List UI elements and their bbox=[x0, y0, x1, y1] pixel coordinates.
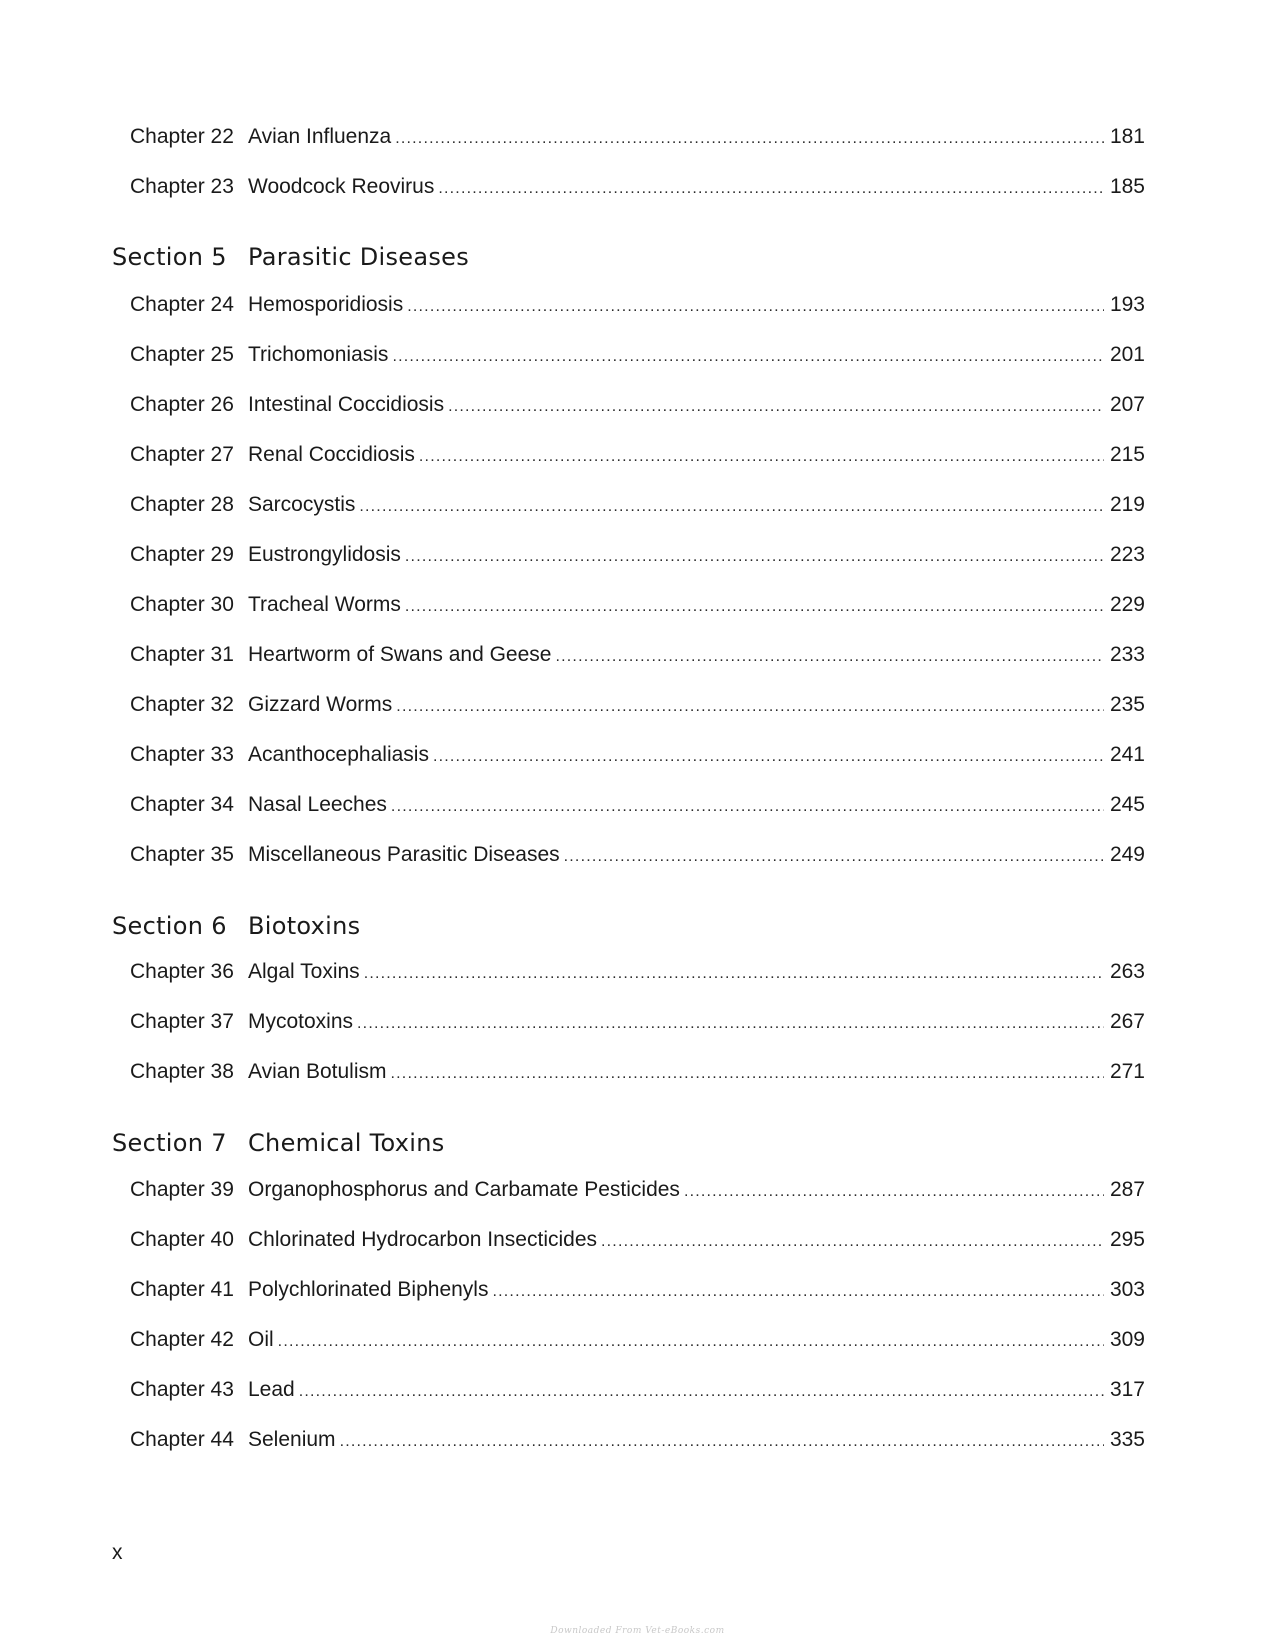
chapter-page-number: 207 bbox=[1109, 393, 1145, 416]
dot-leader bbox=[340, 1427, 1104, 1457]
dot-leader bbox=[357, 1009, 1104, 1039]
toc-entry-chapter-43[interactable] bbox=[130, 1375, 1145, 1405]
chapter-label: Chapter 28 bbox=[130, 493, 234, 516]
chapter-label: Chapter 35 bbox=[130, 843, 234, 866]
chapter-title: Avian Botulism bbox=[248, 1060, 387, 1083]
chapter-page-number: 335 bbox=[1109, 1428, 1145, 1451]
toc-entry-chapter-22[interactable] bbox=[130, 122, 1145, 152]
section-heading-7[interactable] bbox=[112, 1125, 445, 1161]
chapter-label: Chapter 25 bbox=[130, 343, 234, 366]
chapter-title: Selenium bbox=[248, 1428, 336, 1451]
chapter-label: Chapter 43 bbox=[130, 1378, 234, 1401]
dot-leader bbox=[438, 174, 1104, 204]
dot-leader bbox=[448, 392, 1104, 422]
chapter-page-number: 235 bbox=[1109, 693, 1145, 716]
dot-leader bbox=[555, 642, 1103, 672]
toc-entry-chapter-23[interactable] bbox=[130, 172, 1145, 202]
dot-leader bbox=[396, 692, 1104, 722]
section-heading-5[interactable] bbox=[112, 239, 469, 275]
toc-entry-chapter-30[interactable] bbox=[130, 590, 1145, 620]
dot-leader bbox=[299, 1377, 1104, 1407]
chapter-title: Acanthocephaliasis bbox=[248, 743, 429, 766]
chapter-page-number: 185 bbox=[1109, 175, 1145, 198]
dot-leader bbox=[419, 442, 1104, 472]
section-title: Parasitic Diseases bbox=[248, 243, 470, 271]
chapter-label: Chapter 27 bbox=[130, 443, 234, 466]
download-watermark: Downloaded From Vet-eBooks.com bbox=[550, 1626, 725, 1636]
toc-entry-chapter-41[interactable] bbox=[130, 1275, 1145, 1305]
dot-leader bbox=[359, 492, 1104, 522]
chapter-label: Chapter 39 bbox=[130, 1178, 234, 1201]
chapter-label: Chapter 31 bbox=[130, 643, 234, 666]
chapter-page-number: 309 bbox=[1109, 1328, 1145, 1351]
section-title: Biotoxins bbox=[248, 912, 361, 940]
dot-leader bbox=[564, 842, 1104, 872]
toc-entry-chapter-31[interactable] bbox=[130, 640, 1145, 670]
toc-entry-chapter-24[interactable] bbox=[130, 290, 1145, 320]
chapter-page-number: 233 bbox=[1109, 643, 1145, 666]
toc-entry-chapter-35[interactable] bbox=[130, 840, 1145, 870]
section-label: Section 7 bbox=[112, 1129, 227, 1157]
dot-leader bbox=[392, 342, 1104, 372]
chapter-title: Mycotoxins bbox=[248, 1010, 354, 1033]
dot-leader bbox=[405, 542, 1104, 572]
page-folio: x bbox=[112, 1541, 123, 1564]
dot-leader bbox=[391, 1059, 1104, 1089]
chapter-page-number: 241 bbox=[1109, 743, 1145, 766]
toc-entry-chapter-33[interactable] bbox=[130, 740, 1145, 770]
chapter-label: Chapter 37 bbox=[130, 1010, 234, 1033]
chapter-label: Chapter 33 bbox=[130, 743, 234, 766]
toc-entry-chapter-27[interactable] bbox=[130, 440, 1145, 470]
chapter-label: Chapter 24 bbox=[130, 293, 234, 316]
chapter-title: Oil bbox=[248, 1328, 274, 1351]
chapter-title: Hemosporidiosis bbox=[248, 293, 404, 316]
chapter-page-number: 201 bbox=[1109, 343, 1145, 366]
chapter-title: Sarcocystis bbox=[248, 493, 356, 516]
chapter-title: Gizzard Worms bbox=[248, 693, 393, 716]
chapter-label: Chapter 38 bbox=[130, 1060, 234, 1083]
chapter-title: Renal Coccidiosis bbox=[248, 443, 415, 466]
chapter-label: Chapter 36 bbox=[130, 960, 234, 983]
chapter-title: Intestinal Coccidiosis bbox=[248, 393, 445, 416]
dot-leader bbox=[492, 1277, 1103, 1307]
section-heading-6[interactable] bbox=[112, 908, 360, 944]
toc-entry-chapter-39[interactable] bbox=[130, 1175, 1145, 1205]
section-label: Section 5 bbox=[112, 243, 227, 271]
chapter-page-number: 229 bbox=[1109, 593, 1145, 616]
chapter-label: Chapter 29 bbox=[130, 543, 234, 566]
dot-leader bbox=[601, 1227, 1104, 1257]
dot-leader bbox=[405, 592, 1104, 622]
dot-leader bbox=[433, 742, 1104, 772]
chapter-page-number: 295 bbox=[1109, 1228, 1145, 1251]
toc-entry-chapter-40[interactable] bbox=[130, 1225, 1145, 1255]
chapter-label: Chapter 32 bbox=[130, 693, 234, 716]
chapter-label: Chapter 40 bbox=[130, 1228, 234, 1251]
chapter-label: Chapter 42 bbox=[130, 1328, 234, 1351]
dot-leader bbox=[395, 124, 1104, 154]
chapter-title: Miscellaneous Parasitic Diseases bbox=[248, 843, 560, 866]
chapter-title: Algal Toxins bbox=[248, 960, 360, 983]
chapter-label: Chapter 26 bbox=[130, 393, 234, 416]
section-label: Section 6 bbox=[112, 912, 227, 940]
chapter-page-number: 181 bbox=[1109, 125, 1145, 148]
chapter-page-number: 287 bbox=[1109, 1178, 1145, 1201]
dot-leader bbox=[364, 959, 1104, 989]
chapter-page-number: 303 bbox=[1109, 1278, 1145, 1301]
toc-entry-chapter-29[interactable] bbox=[130, 540, 1145, 570]
dot-leader bbox=[391, 792, 1104, 822]
chapter-label: Chapter 23 bbox=[130, 175, 234, 198]
chapter-title: Tracheal Worms bbox=[248, 593, 401, 616]
chapter-title: Eustrongylidosis bbox=[248, 543, 401, 566]
chapter-page-number: 317 bbox=[1109, 1378, 1145, 1401]
chapter-title: Heartworm of Swans and Geese bbox=[248, 643, 552, 666]
chapter-title: Trichomoniasis bbox=[248, 343, 389, 366]
chapter-page-number: 245 bbox=[1109, 793, 1145, 816]
chapter-title: Nasal Leeches bbox=[248, 793, 387, 816]
chapter-label: Chapter 22 bbox=[130, 125, 234, 148]
chapter-page-number: 223 bbox=[1109, 543, 1145, 566]
toc-entry-chapter-28[interactable] bbox=[130, 490, 1145, 520]
toc-entry-chapter-32[interactable] bbox=[130, 690, 1145, 720]
chapter-label: Chapter 30 bbox=[130, 593, 234, 616]
chapter-label: Chapter 44 bbox=[130, 1428, 234, 1451]
dot-leader bbox=[278, 1327, 1104, 1357]
chapter-title: Lead bbox=[248, 1378, 295, 1401]
toc-entry-chapter-36[interactable] bbox=[130, 957, 1145, 987]
chapter-page-number: 215 bbox=[1109, 443, 1145, 466]
toc-entry-chapter-25[interactable] bbox=[130, 340, 1145, 370]
toc-entry-chapter-42[interactable] bbox=[130, 1325, 1145, 1355]
toc-entry-chapter-38[interactable] bbox=[130, 1057, 1145, 1087]
toc-entry-chapter-26[interactable] bbox=[130, 390, 1145, 420]
chapter-label: Chapter 41 bbox=[130, 1278, 234, 1301]
chapter-page-number: 193 bbox=[1109, 293, 1145, 316]
dot-leader bbox=[684, 1177, 1104, 1207]
chapter-page-number: 249 bbox=[1109, 843, 1145, 866]
chapter-title: Avian Influenza bbox=[248, 125, 392, 148]
chapter-page-number: 263 bbox=[1109, 960, 1145, 983]
chapter-title: Chlorinated Hydrocarbon Insecticides bbox=[248, 1228, 598, 1251]
chapter-title: Polychlorinated Biphenyls bbox=[248, 1278, 489, 1301]
chapter-page-number: 267 bbox=[1109, 1010, 1145, 1033]
chapter-page-number: 219 bbox=[1109, 493, 1145, 516]
section-title: Chemical Toxins bbox=[248, 1129, 445, 1157]
chapter-title: Organophosphorus and Carbamate Pesticides bbox=[248, 1178, 680, 1201]
dot-leader bbox=[407, 292, 1104, 322]
chapter-label: Chapter 34 bbox=[130, 793, 234, 816]
chapter-page-number: 271 bbox=[1109, 1060, 1145, 1083]
chapter-title: Woodcock Reovirus bbox=[248, 175, 435, 198]
toc-entry-chapter-44[interactable] bbox=[130, 1425, 1145, 1455]
toc-entry-chapter-34[interactable] bbox=[130, 790, 1145, 820]
toc-entry-chapter-37[interactable] bbox=[130, 1007, 1145, 1037]
